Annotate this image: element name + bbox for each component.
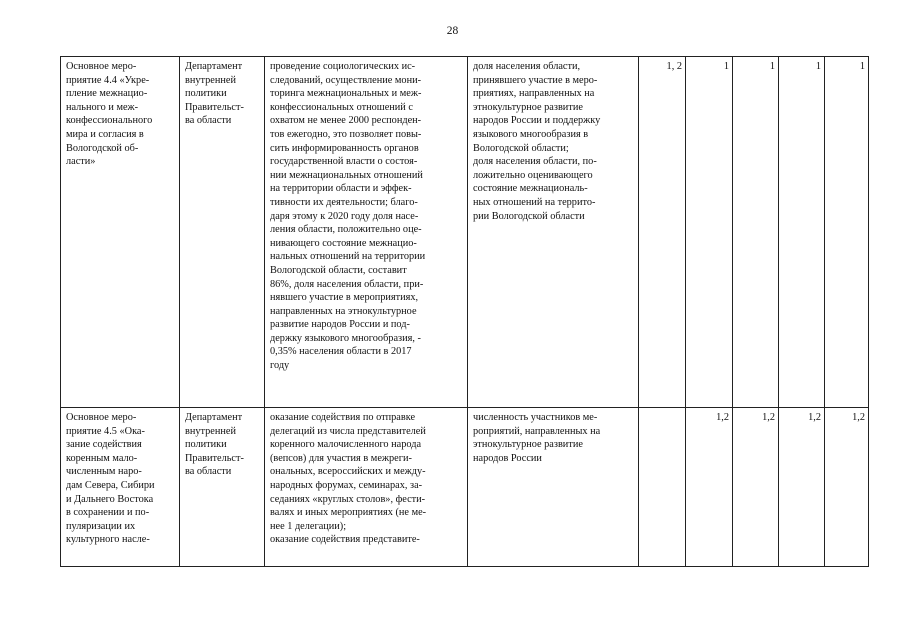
value-cell: 1,2 xyxy=(733,408,779,567)
executor-cell: Департамент внутренней политики Правительст- ва области xyxy=(180,408,265,567)
value-cell: 1 xyxy=(686,57,733,408)
value-cell: 1,2 xyxy=(825,408,869,567)
table-row xyxy=(61,57,869,408)
value-cell xyxy=(639,408,686,567)
result-cell: проведение социологических ис- следований, осуществление мони- торинга межнациональных и меж- конфессиональных отношений с охватом не менее 2000 респонден- тов ежегодно, это позволяет повы- сить информированность органов государственной власти о состоя- нии межнациональных отношений на территории области и эффек- тивности их деятельности; благо- даря этому к 2020 году доля насе- ления области, положительно оце- нивающего состояние межнацио- нальных отношений на территории Вологодской области, составит 86%, доля населения области, при- нявшего участие в мероприятиях, направленных на этнокультурное развитие народов России и под- держку языкового многообразия, - 0,35% населения области в 2017 году xyxy=(265,57,468,408)
value-cell: 1, 2 xyxy=(639,57,686,408)
result-cell: оказание содействия по отправке делегаций из числа представителей коренного малочисленного народа (вепсов) для участия в межреги- ональных, всероссийских и между- народных форумах, семинарах, за- седаниях «круглых столов», фести- валях и иных мероприятиях (не ме- нее 1 делегации); оказание содействия представите- xyxy=(265,408,468,567)
activity-cell: Основное меро- приятие 4.4 «Укре- пление межнацио- нального и меж- конфессионального мира и согласия в Вологодской об- ласти» xyxy=(61,57,180,408)
value-cell: 1 xyxy=(779,57,825,408)
value-cell: 1,2 xyxy=(779,408,825,567)
indicators-cell: численность участников ме- роприятий, направленных на этнокультурное развитие народов России xyxy=(468,408,639,567)
indicators-cell: доля населения области, принявшего участие в меро- приятиях, направленных на этнокультурное развитие народов России и поддержку языкового многообразия в Вологодской области; доля населения области, по- ложительно оценивающего состояние межнациональ- ных отношений на террито- рии Вологодской области xyxy=(468,57,639,408)
executor-cell: Департамент внутренней политики Правительст- ва области xyxy=(180,57,265,408)
value-cell: 1 xyxy=(825,57,869,408)
activity-cell: Основное меро- приятие 4.5 «Ока- зание содействия коренным мало- численным наро- дам Севера, Сибири и Дальнего Востока в сохранении и по- пуляризации их культурного насле- xyxy=(61,408,180,567)
page-number: 28 xyxy=(446,25,459,37)
value-cell: 1,2 xyxy=(686,408,733,567)
value-cell: 1 xyxy=(733,57,779,408)
activities-table xyxy=(60,56,869,567)
table-row xyxy=(61,408,869,567)
